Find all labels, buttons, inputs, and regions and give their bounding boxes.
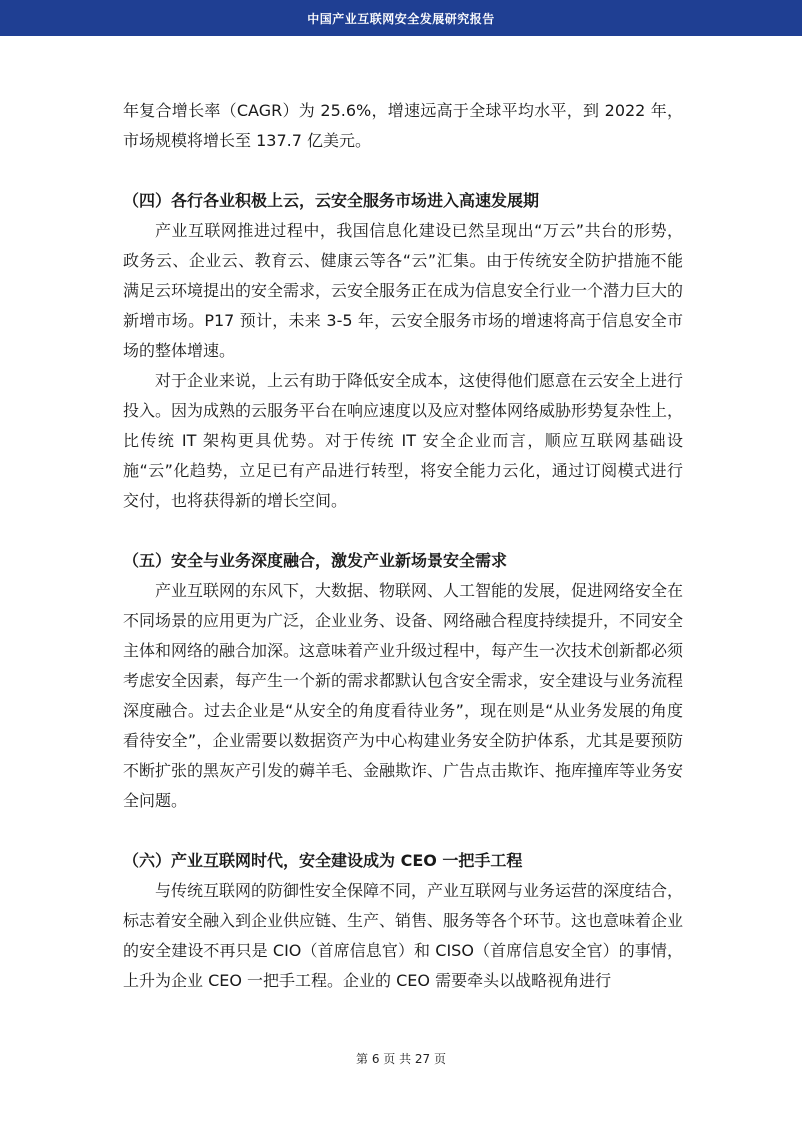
report-title: 中国产业互联网安全发展研究报告 [307, 11, 495, 26]
section-spacer [123, 156, 683, 186]
page-indicator: 第 6 页 共 27 页 [356, 1052, 446, 1066]
section-5-paragraph-1: 产业互联网的东风下，大数据、物联网、人工智能的发展，促进网络安全在不同场景的应用更为广泛，企业业务、设备、网络融合程度持续提升，不同安全主体和网络的融合加深。这意味着产业升级过程中，每产生一次技术创新都必须考虑安全因素，每产生一个新的需求都默认包含安全需求，安全建设与业务流程深度融合。过去企业是“从安全的角度看待业务”，现在则是“从业务发展的角度看待安全”，企业需要以数据资产为中心构建业务安全防护体系，尤其是要预防不断扩张的黑灰产引发的薅羊毛、金融欺诈、广告点击欺诈、拖库撞库等业务安全问题。 [123, 581, 684, 810]
section-heading-5: （五）安全与业务深度融合，激发产业新场景安全需求 [123, 551, 508, 570]
document-body [123, 96, 683, 996]
page-footer [0, 1050, 802, 1067]
section-4-paragraph-2: 对于企业来说，上云有助于降低安全成本，这使得他们愿意在云安全上进行投入。因为成熟的云服务平台在响应速度以及应对整体网络威胁形势复杂性上，比传统 IT 架构更具优势。对于传统 IT 安全企业而言，顺应互联网基础设施“云”化趋势，立足已有产品进行转型，将安全能力云化，通过订阅模式进行交付，也将获得新的增长空间。 [123, 371, 684, 510]
page-header [0, 0, 802, 36]
section-heading-6: （六）产业互联网时代，安全建设成为 CEO 一把手工程 [123, 851, 523, 870]
section-spacer [123, 516, 683, 546]
intro-paragraph: 年复合增长率（CAGR）为 25.6%，增速远高于全球平均水平，到 2022 年，市场规模将增长至 137.7 亿美元。 [123, 101, 683, 150]
section-4-paragraph-1: 产业互联网推进过程中，我国信息化建设已然呈现出“万云”共台的形势，政务云、企业云、教育云、健康云等各“云”汇集。由于传统安全防护措施不能满足云环境提出的安全需求，云安全服务正在成为信息安全行业一个潜力巨大的新增市场。P17 预计，未来 3-5 年，云安全服务市场的增速将高于信息安全市场的整体增速。 [123, 221, 684, 360]
section-heading-4: （四）各行各业积极上云，云安全服务市场进入高速发展期 [123, 191, 540, 210]
section-spacer [123, 816, 683, 846]
section-6-paragraph-1: 与传统互联网的防御性安全保障不同，产业互联网与业务运营的深度结合，标志着安全融入到企业供应链、生产、销售、服务等各个环节。这也意味着企业的安全建设不再只是 CIO（首席信息官）和 CISO（首席信息安全官）的事情，上升为企业 CEO 一把手工程。企业的 CEO 需要牵头以战略视角进行 [123, 881, 684, 990]
